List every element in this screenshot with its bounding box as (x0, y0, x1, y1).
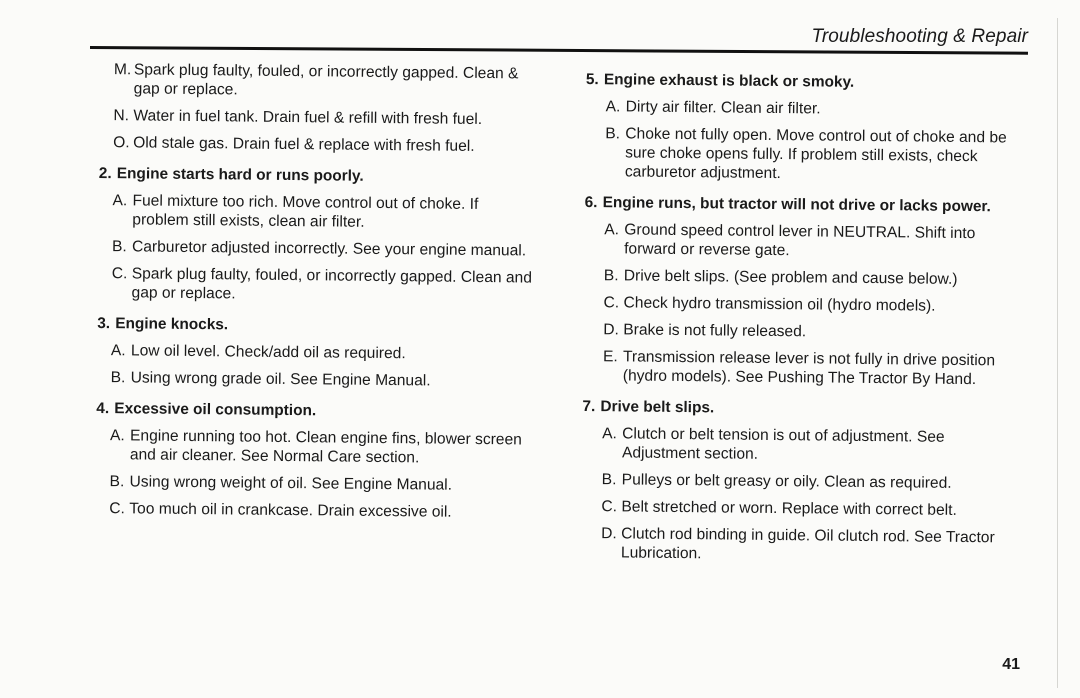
section-heading (585, 193, 1025, 217)
list-item (111, 341, 537, 364)
item-text: Clutch rod binding in guide. Oil clutch rod. See Tractor Lubrication. (620, 525, 995, 563)
item-text: Old stale gas. Drain fuel & replace with fresh fuel. (133, 134, 475, 155)
section-heading (96, 399, 536, 423)
item-letter: A. (112, 192, 128, 210)
item-text: Spark plug faulty, fouled, or incorrectly gapped. Clean & gap or replace. (133, 61, 519, 99)
page-number: 41 (1002, 656, 1020, 673)
section-number: 2. (98, 164, 112, 183)
item-text: Fuel mixture too rich. Move control out of choke. If problem still exists, clean air filter. (132, 192, 479, 231)
section-heading (97, 314, 537, 338)
item-letter: B. (603, 267, 619, 285)
item-text: Dirty air filter. Clean air filter. (625, 98, 821, 118)
section-title: Drive belt slips. (600, 398, 715, 417)
list-item (112, 237, 538, 260)
item-text: Spark plug faulty, fouled, or incorrectly gapped. Clean and gap or replace. (131, 265, 533, 303)
list-item (605, 124, 1026, 185)
page-edge (1057, 18, 1058, 688)
item-letter: C. (111, 265, 128, 283)
page-header-title: Troubleshooting & Repair (811, 26, 1028, 47)
item-text: Using wrong weight of oil. See Engine Manual. (129, 473, 453, 494)
item-text: Low oil level. Check/add oil as required. (130, 342, 406, 363)
item-text: Engine running too hot. Clean engine fins, blower screen and air cleaner. See Normal Care section. (129, 427, 522, 467)
list-item (603, 320, 1023, 343)
item-text: Brake is not fully released. (623, 321, 807, 341)
item-text: Transmission release lever is not fully in drive position (hydro models). See Pushing The Tractor By Hand. (622, 348, 996, 389)
section-title: Excessive oil consumption. (114, 400, 317, 420)
item-letter: D. (601, 525, 617, 543)
list-item (110, 426, 536, 468)
item-text: Pulleys or belt greasy or oily. Clean as required. (621, 471, 952, 492)
list-item (112, 191, 538, 233)
list-item (602, 470, 1022, 493)
item-letter: A. (604, 221, 620, 239)
section-number: 3. (97, 314, 111, 333)
item-letter: E. (602, 348, 618, 366)
item-letter: D. (603, 321, 619, 339)
item-letter: B. (110, 369, 126, 387)
section-heading (586, 70, 1026, 94)
item-letter: O. (113, 134, 130, 152)
list-item (114, 60, 540, 102)
item-letter: C. (601, 498, 618, 516)
item-letter: A. (605, 98, 621, 116)
list-item (109, 499, 535, 522)
section-number: 7. (582, 397, 596, 416)
list-item (604, 220, 1024, 262)
item-text: Clutch or belt tension is out of adjustment. See Adjustment section. (621, 425, 945, 463)
item-text: Drive belt slips. (See problem and cause below.) (623, 267, 958, 288)
list-item (113, 133, 539, 156)
item-letter: B. (111, 238, 127, 256)
section-number: 6. (584, 193, 598, 212)
section-heading (99, 164, 539, 188)
item-letter: A. (109, 427, 125, 445)
item-letter: N. (113, 107, 130, 125)
list-item (603, 293, 1023, 316)
right-column (581, 70, 1026, 575)
item-text: Carburetor adjusted incorrectly. See your engine manual. (131, 238, 527, 260)
item-letter: C. (603, 294, 620, 312)
item-letter: B. (109, 473, 125, 491)
item-text: Choke not fully open. Move control out of choke and be sure choke opens fully. If problem still exists, check carburetor adjustment. (624, 125, 1007, 183)
item-text: Belt stretched or worn. Replace with correct belt. (621, 498, 957, 519)
section-title: Engine runs, but tractor will not drive or lacks power. (602, 194, 991, 216)
item-text: Too much oil in crankcase. Drain excessive oil. (129, 500, 452, 521)
list-item (601, 497, 1021, 520)
item-letter: C. (109, 500, 125, 518)
item-letter: A. (110, 342, 126, 360)
list-item (113, 106, 539, 129)
section-title: Engine knocks. (115, 315, 229, 334)
section-number: 4. (96, 399, 110, 418)
item-letter: M. (113, 61, 132, 79)
list-item (111, 264, 537, 306)
section-heading (582, 397, 1022, 421)
list-item (109, 472, 535, 495)
list-item (603, 347, 1023, 389)
list-item (604, 266, 1024, 289)
list-item (111, 368, 537, 391)
left-column (95, 60, 540, 531)
item-text: Ground speed control lever in NEUTRAL. Shift into forward or reverse gate. (624, 221, 976, 260)
section-title: Engine exhaust is black or smoky. (603, 71, 855, 91)
list-item (601, 524, 1021, 566)
section-number: 5. (585, 70, 599, 89)
item-letter: A. (602, 425, 618, 443)
section-title: Engine starts hard or runs poorly. (116, 165, 364, 185)
list-item (602, 424, 1022, 466)
item-text: Check hydro transmission oil (hydro models). (623, 294, 936, 315)
item-letter: B. (601, 471, 617, 489)
list-item (606, 97, 1026, 120)
item-letter: B. (605, 125, 621, 143)
item-text: Using wrong grade oil. See Engine Manual. (130, 369, 431, 390)
item-text: Water in fuel tank. Drain fuel & refill with fresh fuel. (133, 107, 483, 129)
